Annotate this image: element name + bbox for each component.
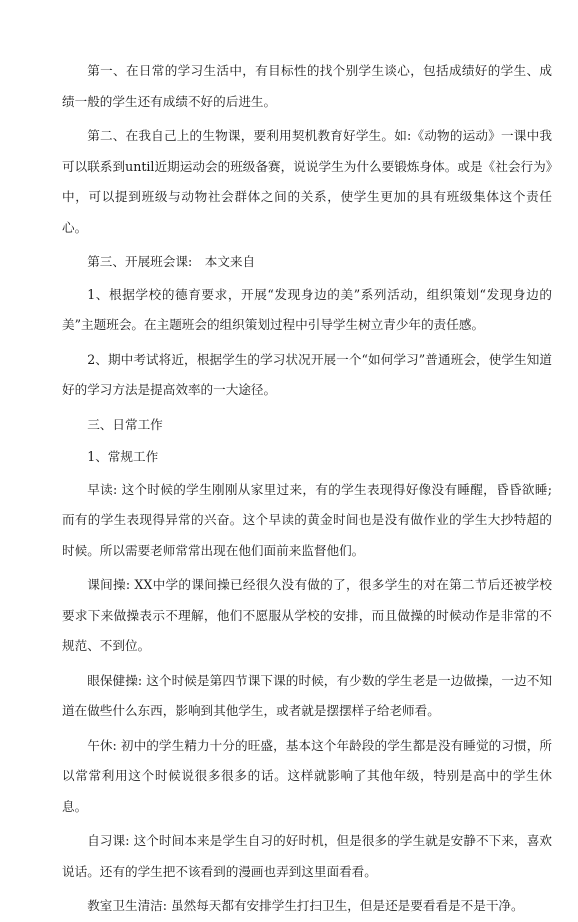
paragraph-break-exercise: 课间操: XX中学的课间操已经很久没有做的了，很多学生的对在第二节后还被学校要求下来做操表示不理解，他们不愿服从学校的安排，而且做操的时候动作是非常的不规范、不到位。 (62, 577, 552, 653)
paragraph-3: 第三、开展班会课: 本文来自 (87, 254, 256, 269)
paragraph-classroom-cleaning: 教室卫生清洁: 虽然每天都有安排学生打扫卫生，但是还是要看看是不是干净。 (87, 898, 524, 913)
paragraph-noon-rest: 午休: 初中的学生精力十分的旺盛，基本这个年龄段的学生都是没有睡觉的习惯，所以常常利用这个时候说很多很多的话。这样就影响了其他年级，特别是高中的学生休息。 (62, 737, 552, 814)
paragraph-5: 2、期中考试将近，根据学生的学习状况开展一个“如何学习”普通班会，使学生知道好的学习方法是提高效率的一大途径。 (62, 351, 552, 397)
paragraph-self-study: 自习课: 这个时间本来是学生自习的好时机，但是很多的学生就是安静不下来，喜欢说话。还有的学生把不该看到的漫画也弄到这里面看看。 (62, 833, 552, 879)
paragraph-2: 第二、在我自己上的生物课，要利用契机教育好学生。如:《动物的运动》一课中我可以联系到until近期运动会的班级备赛，说说学生为什么要锻炼身体。或是《社会行为》中，可以提到班级与动物社会群体之间的关系，使学生更加的具有班级集体这个责任心。 (62, 128, 552, 235)
paragraph-4: 1、根据学校的德育要求，开展“发现身边的美”系列活动，组织策划“发现身边的美”主题班会。在主题班会的组织策划过程中引导学生树立青少年的责任感。 (62, 286, 552, 332)
subsection-heading: 1、常规工作 (87, 449, 159, 464)
paragraph-1: 第一、在日常的学习生活中，有目标性的找个别学生谈心，包括成绩好的学生、成绩一般的学生还有成绩不好的后进生。 (62, 63, 552, 109)
paragraph-eye-exercise: 眼保健操: 这个时候是第四节课下课的时候，有少数的学生老是一边做操，一边不知道在做些什么东西，影响到其他学生，或者就是摆摆样子给老师看。 (62, 672, 552, 718)
section-heading: 三、日常工作 (87, 416, 163, 432)
paragraph-morning-reading: 早读: 这个时候的学生刚刚从家里过来，有的学生表现得好像没有睡醒，昏昏欲睡;而有的学生表现得异常的兴奋。这个早读的黄金时间也是没有做作业的学生大抄特超的时候。所以需要老师常常出现在他们面前来监督他们。 (62, 481, 552, 558)
